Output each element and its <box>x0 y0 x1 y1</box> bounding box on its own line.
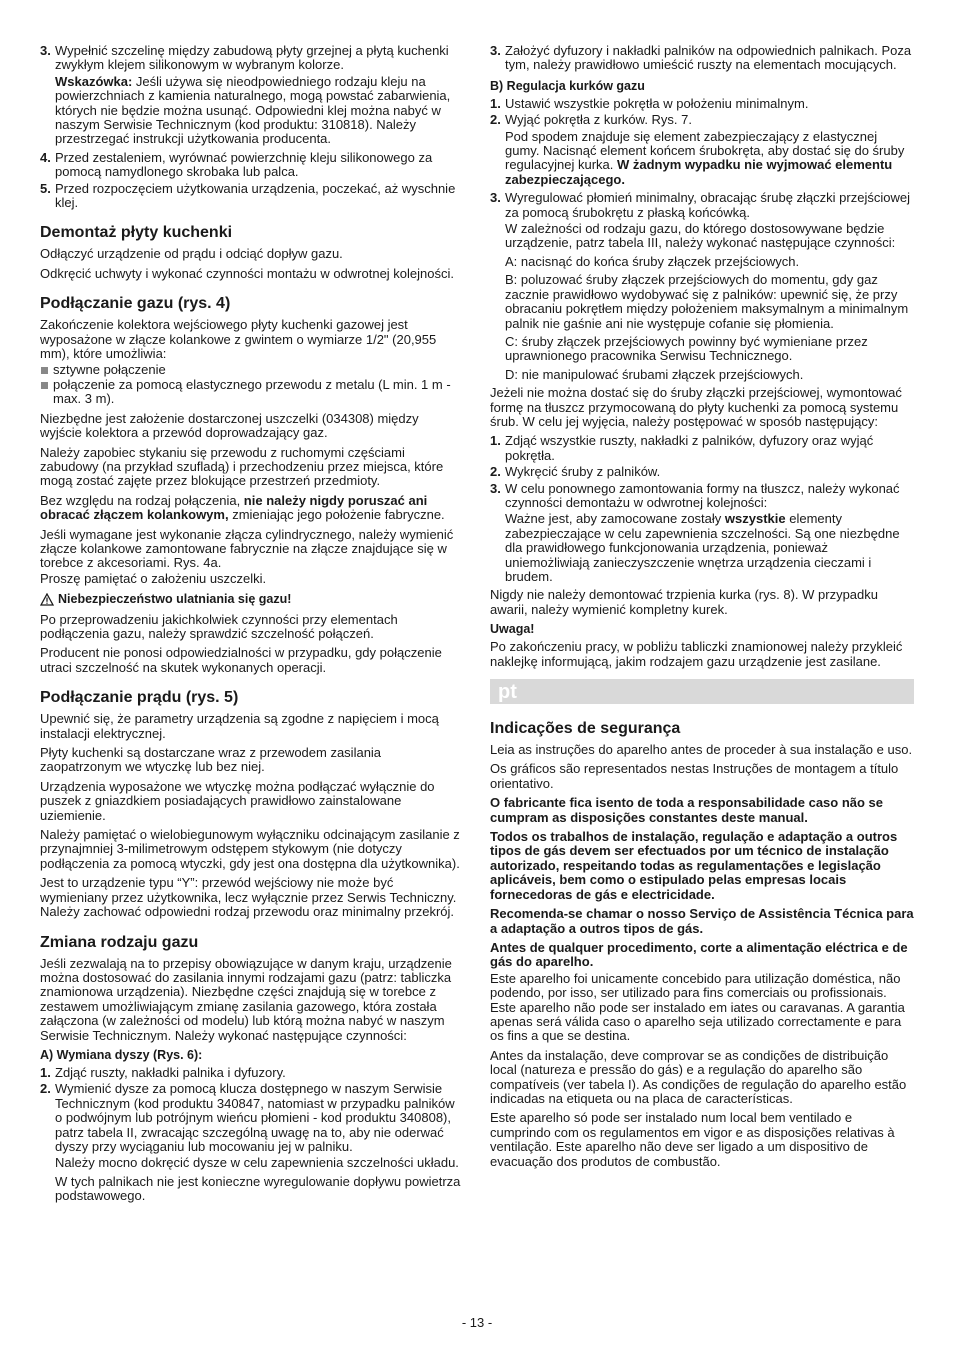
gas-warning: Niebezpieczeństwo ulatniania się gazu! <box>40 592 462 606</box>
tip-note: Wskazówka: Jeśli używa się nieodpowiedniego rodzaju kleju na powierzchniach z kamienia naturalnego, mogą powstać zabarwienia, których nie będzie można usunąć. Odpowiedni klej można nabyć w naszym Serwisie Technicznym (kod produktu: 310818). Należy przestrzegać instrukcji użytkowania producenta. <box>55 73 451 147</box>
paragraph: Proszę pamiętać o założeniu uszczelki. <box>40 570 267 586</box>
paragraph: D: nie manipulować śrubami złączek przejściowych. <box>505 366 804 382</box>
step-3: 3. Wypełnić szczelinę między zabudową płyty grzejnej a płytą kuchenki zwykłym klejem silikonowym w wybranym kolorze. <box>40 43 449 73</box>
paragraph: Należy mocno dokręcić dysze w celu zapewnienia szczelności układu. <box>55 1155 459 1171</box>
note-heading: Uwaga! <box>490 622 535 637</box>
step-a3: 3. Założyć dyfuzory i nakładki palników na odpowiednich palnikach. Poza tym, należy prawidłowo umieścić ruszty na elementach mocujących. <box>490 43 912 73</box>
right-column <box>490 44 914 1174</box>
paragraph: Jeśli wymagane jest wykonanie złącza cylindrycznego, należy wymienić złącze kolankowe zamontowane fabrycznie na złącze znajdujące się w torebce z akcesoriami. Rys. 4a. <box>40 526 454 571</box>
heading-safety: Indicações de segurança <box>490 720 681 738</box>
step-c3: 3. W celu ponownego zamontowania formy na tłuszcz, należy wykonać czynności demontażu w odwrotnej kolejności: <box>490 480 900 510</box>
step-b3: 3. Wyregulować płomień minimalny, obracając śrubę złączki przejściowej za pomocą śrubokrętu z płaską końcówką. <box>490 190 910 220</box>
paragraph: A: nacisnąć do końca śruby złączek przejściowych. <box>505 253 800 269</box>
paragraph: Leia as instruções do aparelho antes de proceder à sua instalação e uso. <box>490 742 913 758</box>
subheading-b: B) Regulacja kurków gazu <box>490 78 645 93</box>
step-b2: 2. Wyjąć pokrętła z kurków. Rys. 7. <box>490 112 692 128</box>
paragraph: W zależności od rodzaju gazu, do którego dostosowywane będzie urządzenie, patrz tabela III, należy wykonać następujące czynności: <box>505 221 896 251</box>
heading-prad: Podłączanie prądu (rys. 5) <box>40 689 239 707</box>
language-bar <box>490 679 914 704</box>
paragraph: Pod spodem znajduje się element zabezpieczający z elastycznej gumy. Nacisnąć element końcem śrubokręta, aby dostać się do śruby regulacyjnej kurka. W żadnym wypadku nie wyjmować elementu zabezpieczającego. <box>505 128 905 187</box>
paragraph: W tych palnikach nie jest konieczne wyregulowanie dopływu powietrza podstawowego. <box>55 1173 461 1204</box>
paragraph: Antes da instalação, deve comprovar se as condições de distribuição local (natureza e pressão do gás) e a regulação do aparelho são compatíveis (ver tabela I). As condições de regulação do aparelho estão indicadas na etiqueta ou na placa de características. <box>490 1047 907 1106</box>
paragraph: Producent nie ponosi odpowiedzialności w przypadku, gdy połączenie utraci szczelność na skutek wykonanych operacji. <box>40 645 442 675</box>
step-a1: 1. Zdjąć ruszty, nakładki palnika i dyfuzory. <box>40 1064 286 1080</box>
step-c2: 2. Wykręcić śruby z palników. <box>490 464 661 480</box>
step-5: 5. Przed rozpoczęciem użytkowania urządzenia, poczekać, aż wyschnie klej. <box>40 180 456 211</box>
paragraph: Recomenda-se chamar o nosso Serviço de Assistência Técnica para a adaptação a outros tipos de gás. <box>490 906 914 936</box>
paragraph: Bez względu na rodzaj połączenia, nie należy nigdy poruszać ani obracać złączem kolankowym, zmieniając jego położenie fabryczne. <box>40 492 445 523</box>
step-4: 4. Przed zestaleniem, wyrównać powierzchnię kleju silikonowego za pomocą namydlonego skrobaka lub palca. <box>40 149 433 180</box>
paragraph: O fabricante fica isento de toda a responsabilidade caso não se cumpram as disposições constantes deste manual. <box>490 795 884 825</box>
warning-icon <box>40 593 54 606</box>
step-c1: 1. Zdjąć wszystkie ruszty, nakładki z palników, dyfuzory oraz wyjąć pokrętła. <box>490 433 874 463</box>
paragraph: Nigdy nie należy demontować trzpienia kurka (rys. 8). W przypadku awarii, należy wymienić kompletny kurek. <box>490 587 878 617</box>
paragraph: Antes de qualquer procedimento, corte a alimentação eléctrica e de gás do aparelho. <box>490 939 908 970</box>
page-number: - 13 - <box>461 1315 493 1330</box>
bullet-item: sztywne połączenie <box>40 363 462 377</box>
paragraph: Jeśli zezwalają na to przepisy obowiązujące w danym kraju, urządzenie można dostosować do zasilania innymi rodzajami gazu (patrz: tabliczka znamionowa urządzenia). Niezbędne części znajdują się w torebce z zestawem umożliwiającym zmianę zasilania gazowego, która została załączona (w zależności od modelu) lub którą można nabyć w naszym Serwisie Technicznym. Należy wykonać następujące czynności: <box>40 955 452 1043</box>
step-a2: 2. Wymienić dysze za pomocą klucza dostępnego w naszym Serwisie Technicznym (kod produktu 340847, natomiast w przypadku palników o podwójnym lub potrójnym wieńcu płomieni - kod produktu 340808), patrz tabela II, zwracając szczególną uwagę na to, aby nie oderwać dyszy przy wyciąganiu lub mocowaniu jej w palniku. <box>40 1081 455 1154</box>
paragraph: Niezbędne jest założenie dostarczonej uszczelki (034308) między wyjście kolektora a przewód doprowadzający gaz. <box>40 410 419 441</box>
paragraph: Należy zapobiec stykaniu się przewodu z ruchomymi częściami zabudowy (na przykład szufladą) i przechodzeniu przez miejsca, które mogą zostać zajęte przez blokujące przestrzeń przedmioty. <box>40 444 444 489</box>
heading-zmiana: Zmiana rodzaju gazu <box>40 933 199 951</box>
subheading-a: A) Wymiana dyszy (Rys. 6): <box>40 1047 203 1062</box>
paragraph: Zakończenie kolektora wejściowego płyty kuchenki gazowej jest wyposażone w złącze kolankowe z gwintem o wymiarze 1/2" (20,955 mm), które umożliwia: <box>40 317 437 362</box>
paragraph: Po przeprowadzeniu jakichkolwiek czynności przy elementach podłączenia gazu, należy sprawdzić szczelność połączeń. <box>40 611 398 641</box>
bullet-item: połączenie za pomocą elastycznego przewodu z metalu (L min. 1 m - max. 3 m). <box>40 378 462 407</box>
paragraph: Os gráficos são representados nestas Instruções de montagem a título orientativo. <box>490 761 899 791</box>
paragraph: Odkręcić uchwyty i wykonać czynności montażu w odwrotnej kolejności. <box>40 265 455 281</box>
paragraph: Płyty kuchenki są dostarczane wraz z przewodem zasilania zaopatrzonym we wtyczkę lub bez niej. <box>40 745 382 775</box>
paragraph: Ważne jest, aby zamocowane zostały wszystkie elementy zabezpieczające w celu zapewnienia szczelności. Są one niezbędne dla prawidłowego funkcjonowania urządzenia, ponieważ uniemożliwiają zanieczyszczenie wnętrza urządzenia cieczami i brudem. <box>505 511 900 584</box>
heading-gaz: Podłączanie gazu (rys. 4) <box>40 295 231 313</box>
heading-demontaz: Demontaż płyty kuchenki <box>40 224 233 242</box>
paragraph: Urządzenia wyposażone we wtyczkę można podłączać wyłącznie do puszek z gniazdkiem posiadających prawidłowo zainstalowane uziemienie. <box>40 778 435 823</box>
paragraph: Odłączyć urządzenie od prądu i odciąć dopływ gazu. <box>40 246 343 262</box>
left-column <box>40 44 462 1208</box>
step-b1: 1. Ustawić wszystkie pokrętła w położeniu minimalnym. <box>490 95 809 111</box>
paragraph: Este aparelho só pode ser instalado num local bem ventilado e cumprindo com os regulamentos em vigor e as disposições relativas à ventilação. Este aparelho não deve ser ligado a um dispositivo de evacuação dos produtos de combustão. <box>490 1110 895 1169</box>
language-code: pt <box>498 681 517 704</box>
paragraph: Todos os trabalhos de instalação, regulação e adaptação a outros tipos de gás devem ser efectuados por um técnico de instalação autorizado, respeitando todas as regulamentações e legislação aplicáveis, bem como o estipulado pelas empresas locais fornecedoras de gás e electricidade. <box>490 829 898 902</box>
paragraph: B: poluzować śruby złączek przejściowych do momentu, gdy gaz zacznie prawidłowo wydobywać się z palników: upewnić się, że przy obracaniu pokrętłem między położeniem maksymalnym a minimalnym palnik nie gaśnie ani nie występuje cofanie się płomienia. <box>505 272 909 331</box>
paragraph: Jest to urządzenie typu “Y”: przewód wejściowy nie może być wymieniany przez użytkownika, lecz wyłącznie przez Serwis Techniczny. Należy zachować odpowiedni rodzaj przewodu oraz minimalny przekrój. <box>40 875 457 920</box>
paragraph: Po zakończeniu pracy, w pobliżu tabliczki znamionowej należy przykleić naklejkę informującą, jakim rodzajem gazu urządzenie jest zasilane. <box>490 639 903 669</box>
paragraph: Upewnić się, że parametry urządzenia są zgodne z napięciem i mocą instalacji elektrycznej. <box>40 711 439 741</box>
paragraph: Należy pamiętać o wielobiegunowym wyłączniku odcinającym zasilanie z przynajmniej 3-milimetrowym odstępem stykowym (nie dotyczy podłączenia za pomocą wtyczki, gdy jest ona dostępna dla użytkownika). <box>40 827 460 871</box>
paragraph: Este aparelho foi unicamente concebido para utilização doméstica, não podendo, por isso, ser utilizado para fins comerciais ou profissionais. Este aparelho não pode ser instalado em iates ou caravanas. A garantia apenas será válida caso o aparelho seja utilizado correctamente e para os fins a que se destina. <box>490 970 905 1044</box>
paragraph: C: śruby złączek przejściowych powinny być wymieniane przez uprawnionego pracownika Serwisu Technicznego. <box>505 333 868 364</box>
paragraph: Jeżeli nie można dostać się do śruby złączki przejściowej, wymontować formę na tłuszcz przymocowaną do płyty kuchenki za pomocą systemu śrub. W celu jej wyjęcia, należy postępować w sposób następujący: <box>490 385 902 429</box>
